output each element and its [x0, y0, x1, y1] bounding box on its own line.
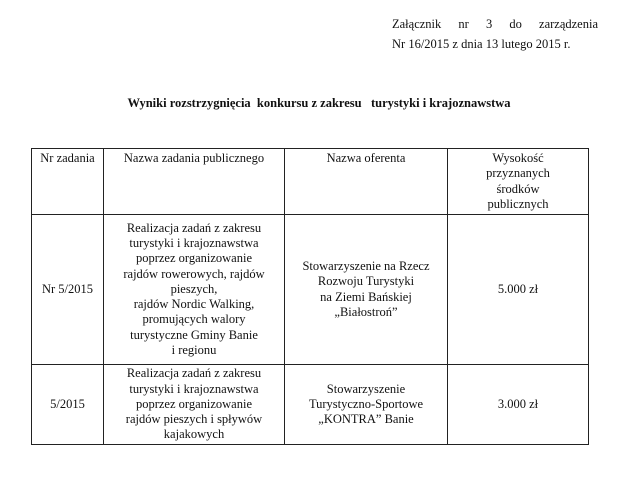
- task-number-cell: 5/2015: [32, 365, 104, 445]
- annex-word: do: [509, 17, 522, 31]
- table-row: [32, 365, 589, 445]
- offeror-cell: Stowarzyszenie na Rzecz Rozwoju Turystyki na Ziemi Bańskiej „Białostroń”: [285, 215, 448, 365]
- annex-reference: [392, 14, 598, 54]
- annex-line-1: [392, 14, 598, 34]
- annex-word: zarządzenia: [539, 17, 598, 31]
- annex-line-2: Nr 16/2015 z dnia 13 lutego 2015 r.: [392, 37, 571, 51]
- document-title: Wyniki rozstrzygnięcia konkursu z zakresu turystyki i krajoznawstwa: [127, 96, 511, 110]
- header-public-funds: Wysokość przyznanych środków publicznych: [448, 149, 589, 215]
- annex-word: nr: [458, 17, 469, 31]
- table-row: [32, 215, 589, 365]
- task-number-cell: Nr 5/2015: [32, 215, 104, 365]
- task-name-cell: Realizacja zadań z zakresu turystyki i krajoznawstwa poprzez organizowanie rajdów pieszych i spływów kajakowych: [104, 365, 285, 445]
- header-task-name: Nazwa zadania publicznego: [104, 149, 285, 215]
- annex-word: 3: [485, 17, 493, 31]
- amount-cell: 5.000 zł: [448, 215, 589, 365]
- header-task-number: Nr zadania: [32, 149, 104, 215]
- amount-cell: 3.000 zł: [448, 365, 589, 445]
- task-name-cell: Realizacja zadań z zakresu turystyki i krajoznawstwa poprzez organizowanie rajdów rowerowych, rajdów pieszych, rajdów Nordic Walking, promujących walory turystyczne Gminy Banie i regionu: [104, 215, 285, 365]
- table-header-row: [32, 149, 589, 215]
- results-table: [31, 148, 589, 445]
- offeror-cell: Stowarzyszenie Turystyczno-Sportowe „KONTRA” Banie: [285, 365, 448, 445]
- header-offeror-name: Nazwa oferenta: [285, 149, 448, 215]
- annex-word: Załącznik: [392, 17, 442, 31]
